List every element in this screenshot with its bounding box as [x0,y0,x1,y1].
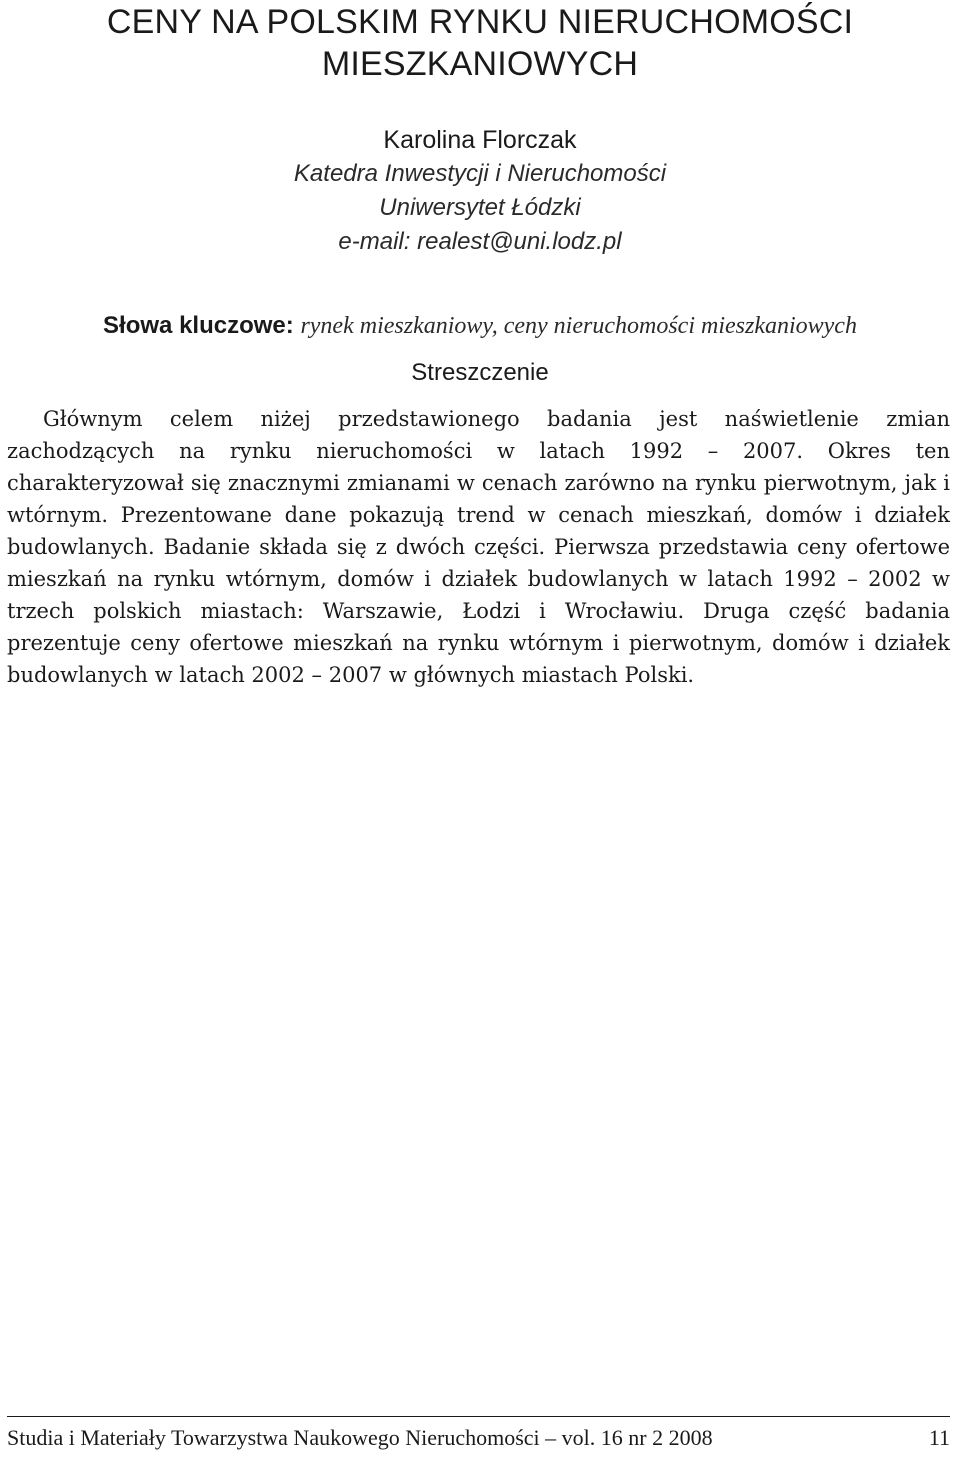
journal-citation: Studia i Materiały Towarzystwa Naukowego Nieruchomości – vol. 16 nr 2 2008 [7,1425,713,1450]
title-line-1: CENY NA POLSKIM RYNKU NIERUCHOMOŚCI [106,3,854,41]
keywords-line [0,308,960,344]
footer-divider [7,1416,950,1417]
author-email[interactable]: e-mail: realest@uni.lodz.pl [338,228,622,255]
page-title [0,0,960,85]
author-block [0,123,960,259]
keywords-label: Słowa kluczowe: [103,312,294,339]
abstract-heading: Streszczenie [411,359,549,386]
abstract-body [7,403,950,691]
keywords-value: rynek mieszkaniowy, ceny nieruchomości mieszkaniowych [300,313,857,339]
page-number: 11 [928,1425,950,1450]
author-name: Karolina Florczak [383,126,577,154]
author-department: Katedra Inwestycji i Nieruchomości [293,160,667,187]
abstract-paragraph: Głównym celem niżej przedstawionego badania jest naświetlenie zmian zachodzących na rynku nieruchomości w latach 1992 – 2007. Okres ten charakteryzował się znacznymi zmianami w cenach zarówno na rynku pierwotnym, jak i wtórnym. Prezentowane dane pokazują trend w cenach mieszkań, domów i działek budowlanych. Badanie składa się z dwóch części. Pierwsza przedstawia ceny ofertowe mieszkań na rynku wtórnym, domów i działek budowlanych w latach 1992 – 2002 w trzech polskich miastach: Warszawie, Łodzi i Wrocławiu. Druga część badania prezentuje ceny ofertowe mieszkań na rynku wtórnym i pierwotnym, domów i działek budowlanych w latach 2002 – 2007 w głównych miastach Polski. [7,407,950,687]
author-university: Uniwersytet Łódzki [379,194,581,221]
title-line-2: MIESZKANIOWYCH [321,45,639,83]
